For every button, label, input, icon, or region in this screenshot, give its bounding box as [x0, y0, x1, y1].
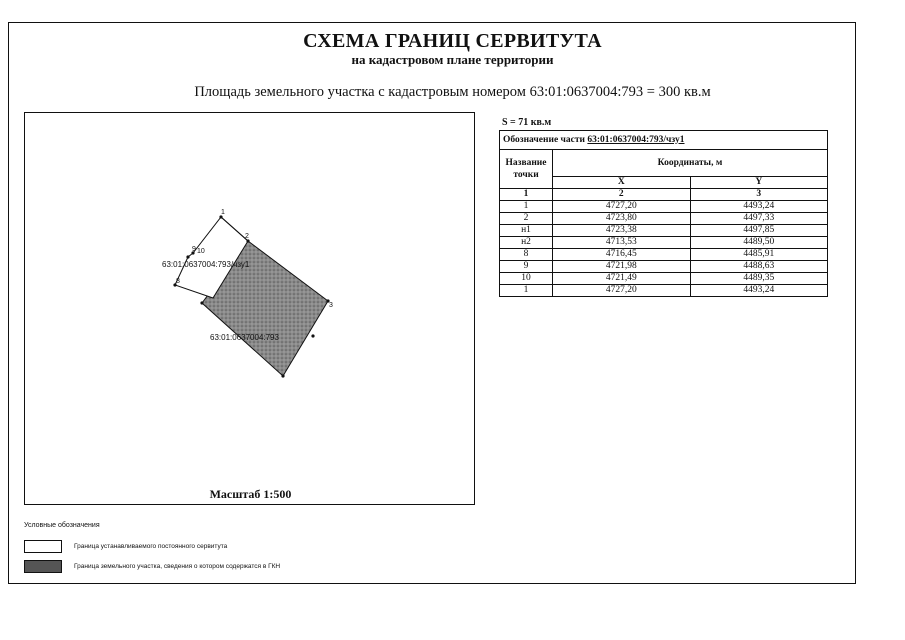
part-number: 63:01:0637004:793/чзу1 — [587, 134, 685, 145]
servitude-area: S = 71 кв.м — [502, 117, 552, 128]
cell-x: 4716,45 — [553, 249, 691, 261]
table-row — [500, 273, 828, 285]
cell-x: 4721,98 — [553, 261, 691, 273]
cell-name: 1 — [500, 285, 553, 297]
parcel-label: 63:01:0637004:793 — [210, 333, 279, 342]
cell-y: 4485,91 — [690, 249, 828, 261]
legend-title: Условные обозначения — [24, 522, 100, 529]
legend-text-servitude: Граница устанавливаемого постоянного сервитута — [74, 543, 228, 550]
table-row — [500, 225, 828, 237]
cell-y: 4493,24 — [690, 201, 828, 213]
cell-name: 10 — [500, 273, 553, 285]
plan-drawing — [25, 113, 476, 506]
point-label-8: 8 — [176, 278, 180, 285]
legend-swatch-servitude — [24, 540, 62, 553]
legend-swatch-parcel — [24, 560, 62, 573]
cell-name: 1 — [500, 201, 553, 213]
cell-x: 4713,53 — [553, 237, 691, 249]
cell-y: 4489,35 — [690, 273, 828, 285]
cell-name: 9 — [500, 261, 553, 273]
cell-x: 4727,20 — [553, 285, 691, 297]
cadastral-plan — [24, 112, 475, 505]
col-name-header: Название точки — [500, 150, 553, 189]
col-num-1: 1 — [500, 189, 553, 201]
cell-y: 4488,63 — [690, 261, 828, 273]
col-coords-header: Координаты, м — [553, 150, 828, 177]
table-row — [500, 201, 828, 213]
cell-x: 4723,38 — [553, 225, 691, 237]
table-row — [500, 249, 828, 261]
document-subtitle: на кадастровом плане территории — [351, 52, 554, 67]
cell-x: 4721,49 — [553, 273, 691, 285]
part-caption-cell — [500, 131, 828, 150]
part-caption: Обозначение части — [503, 134, 586, 145]
cell-name: н1 — [500, 225, 553, 237]
cell-y: 4497,33 — [690, 213, 828, 225]
table-row — [500, 213, 828, 225]
col-x-header: X — [553, 177, 691, 189]
plan-scale: Масштаб 1:500 — [209, 487, 292, 501]
table-row — [500, 237, 828, 249]
table-row — [500, 285, 828, 297]
cell-x: 4727,20 — [553, 201, 691, 213]
col-y-header: Y — [690, 177, 828, 189]
document-title: СХЕМА ГРАНИЦ СЕРВИТУТА — [303, 30, 602, 52]
parcel-area-line: Площадь земельного участка с кадастровым номером 63:01:0637004:793 = 300 кв.м — [194, 84, 711, 100]
cell-x: 4723,80 — [553, 213, 691, 225]
point-label-3: 3 — [329, 302, 333, 309]
col-num-3: 3 — [690, 189, 828, 201]
coordinates-table — [499, 130, 828, 297]
cell-name: н2 — [500, 237, 553, 249]
col-num-2: 2 — [553, 189, 691, 201]
cell-name: 2 — [500, 213, 553, 225]
cell-name: 8 — [500, 249, 553, 261]
point-label-2: 2 — [245, 233, 249, 240]
cell-y: 4489,50 — [690, 237, 828, 249]
cell-y: 4497,85 — [690, 225, 828, 237]
point-label-9: 9 — [192, 246, 196, 253]
legend-text-parcel: Граница земельного участка, сведения о котором содержатся в ГКН — [74, 563, 281, 570]
point-label-1: 1 — [221, 209, 225, 216]
point-label-10: 10 — [197, 248, 205, 255]
table-row — [500, 261, 828, 273]
servitude-label: 63:01:0637004:793/чзу1 — [162, 260, 250, 269]
cell-y: 4493,24 — [690, 285, 828, 297]
